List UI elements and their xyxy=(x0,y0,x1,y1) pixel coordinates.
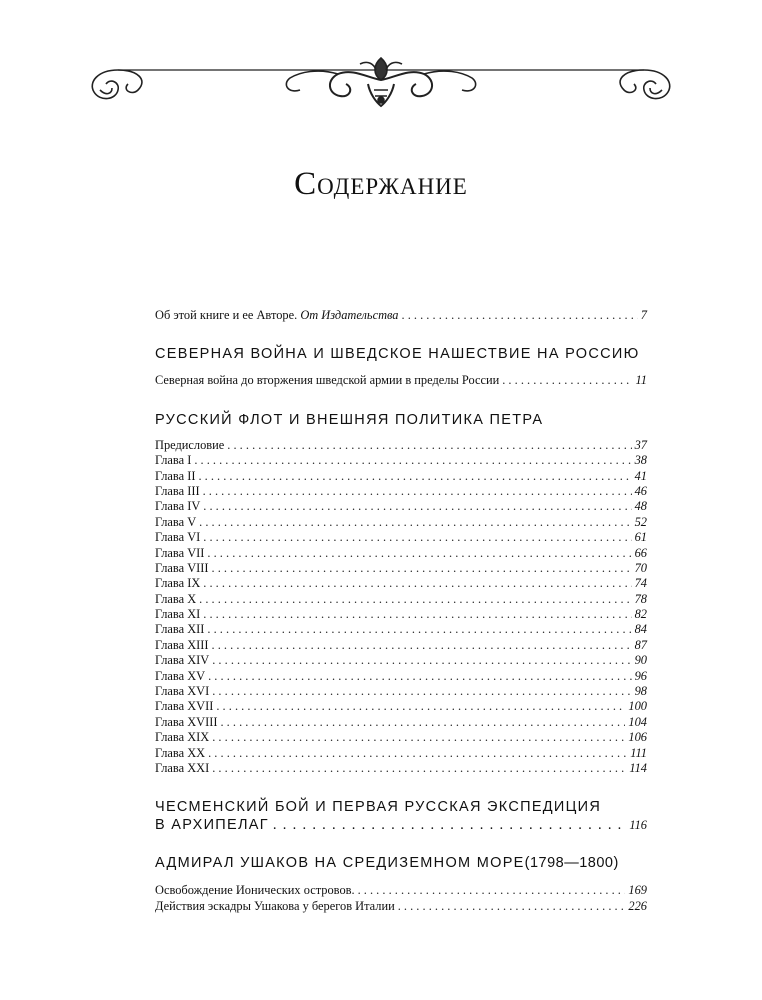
toc-entry[interactable]: Северная война до вторжения шведской армии в пределы России . . . 11 xyxy=(155,373,647,388)
toc-entry[interactable]: Глава XV . . . 96 xyxy=(155,669,647,684)
toc-entry[interactable]: Глава XIX . . . 106 xyxy=(155,730,647,745)
dot-leader xyxy=(502,373,632,388)
toc-entry[interactable]: Глава VI . . . 61 xyxy=(155,530,647,545)
section-heading-chesma[interactable] xyxy=(155,798,647,834)
toc-entry[interactable]: Глава XI . . . 82 xyxy=(155,607,647,622)
section-heading-russian-fleet: РУССКИЙ ФЛОТ И ВНЕШНЯЯ ПОЛИТИКА ПЕТРА xyxy=(155,411,544,428)
toc-entry[interactable]: Глава XXI . . . 114 xyxy=(155,761,647,776)
toc-entry[interactable]: Глава XX . . . 111 xyxy=(155,746,647,761)
chapter-list xyxy=(155,438,647,777)
toc-entry[interactable]: Глава XVI . . . 98 xyxy=(155,684,647,699)
toc-entry[interactable]: Глава VII . . . 66 xyxy=(155,546,647,561)
page-number: 7 xyxy=(640,307,647,322)
header-ornament-icon xyxy=(78,50,684,110)
toc-entry[interactable]: Глава XVII . . . 100 xyxy=(155,699,647,714)
toc-entry[interactable]: Глава XIV . . . 90 xyxy=(155,653,647,668)
toc-entry[interactable]: Глава V . . . 52 xyxy=(155,515,647,530)
toc-entry[interactable]: Глава II . . . 41 xyxy=(155,469,647,484)
toc-entry[interactable]: Освобождение Ионических островов. . . . 169 xyxy=(155,883,647,898)
toc-entry[interactable]: Глава VIII . . . 70 xyxy=(155,561,647,576)
section-heading-line: В АРХИПЕЛАГ xyxy=(155,817,269,834)
entry-label: Об этой книге и ее Авторе. xyxy=(155,307,298,322)
toc-entry-intro[interactable] xyxy=(155,308,647,323)
section-heading-line: ЧЕСМЕНСКИЙ БОЙ И ПЕРВАЯ РУССКАЯ ЭКСПЕДИЦИЯ xyxy=(155,799,602,816)
toc-entry[interactable]: Глава IX . . . 74 xyxy=(155,576,647,591)
page-number: 116 xyxy=(629,818,647,833)
entry-label-italic: От Издательства xyxy=(300,307,399,322)
toc-entry[interactable]: Глава XIII . . . 87 xyxy=(155,638,647,653)
toc-entry[interactable]: Предисловие . . . 37 xyxy=(155,438,647,453)
table-of-contents xyxy=(155,308,647,914)
section-heading-northern-war: СЕВЕРНАЯ ВОЙНА И ШВЕДСКОЕ НАШЕСТВИЕ НА РОССИЮ xyxy=(155,346,640,363)
toc-entry[interactable]: Глава IV . . . 48 xyxy=(155,499,647,514)
toc-entry[interactable]: Действия эскадры Ушакова у берегов Италии . . . 226 xyxy=(155,899,647,914)
toc-entry[interactable]: Глава XVIII . . . 104 xyxy=(155,715,647,730)
dot-leader xyxy=(402,308,638,323)
section-heading-years: (1798—1800) xyxy=(524,855,619,872)
dot-leader xyxy=(273,816,625,834)
toc-entry[interactable]: Глава I . . . 38 xyxy=(155,453,647,468)
toc-entry[interactable]: Глава XII . . . 84 xyxy=(155,622,647,637)
page-title: Содержание xyxy=(294,166,468,202)
toc-entry[interactable]: Глава X . . . 78 xyxy=(155,592,647,607)
toc-entry[interactable]: Глава III . . . 46 xyxy=(155,484,647,499)
section-heading-ushakov: АДМИРАЛ УШАКОВ НА СРЕДИЗЕМНОМ МОРЕ(1798—1800) xyxy=(155,855,619,872)
